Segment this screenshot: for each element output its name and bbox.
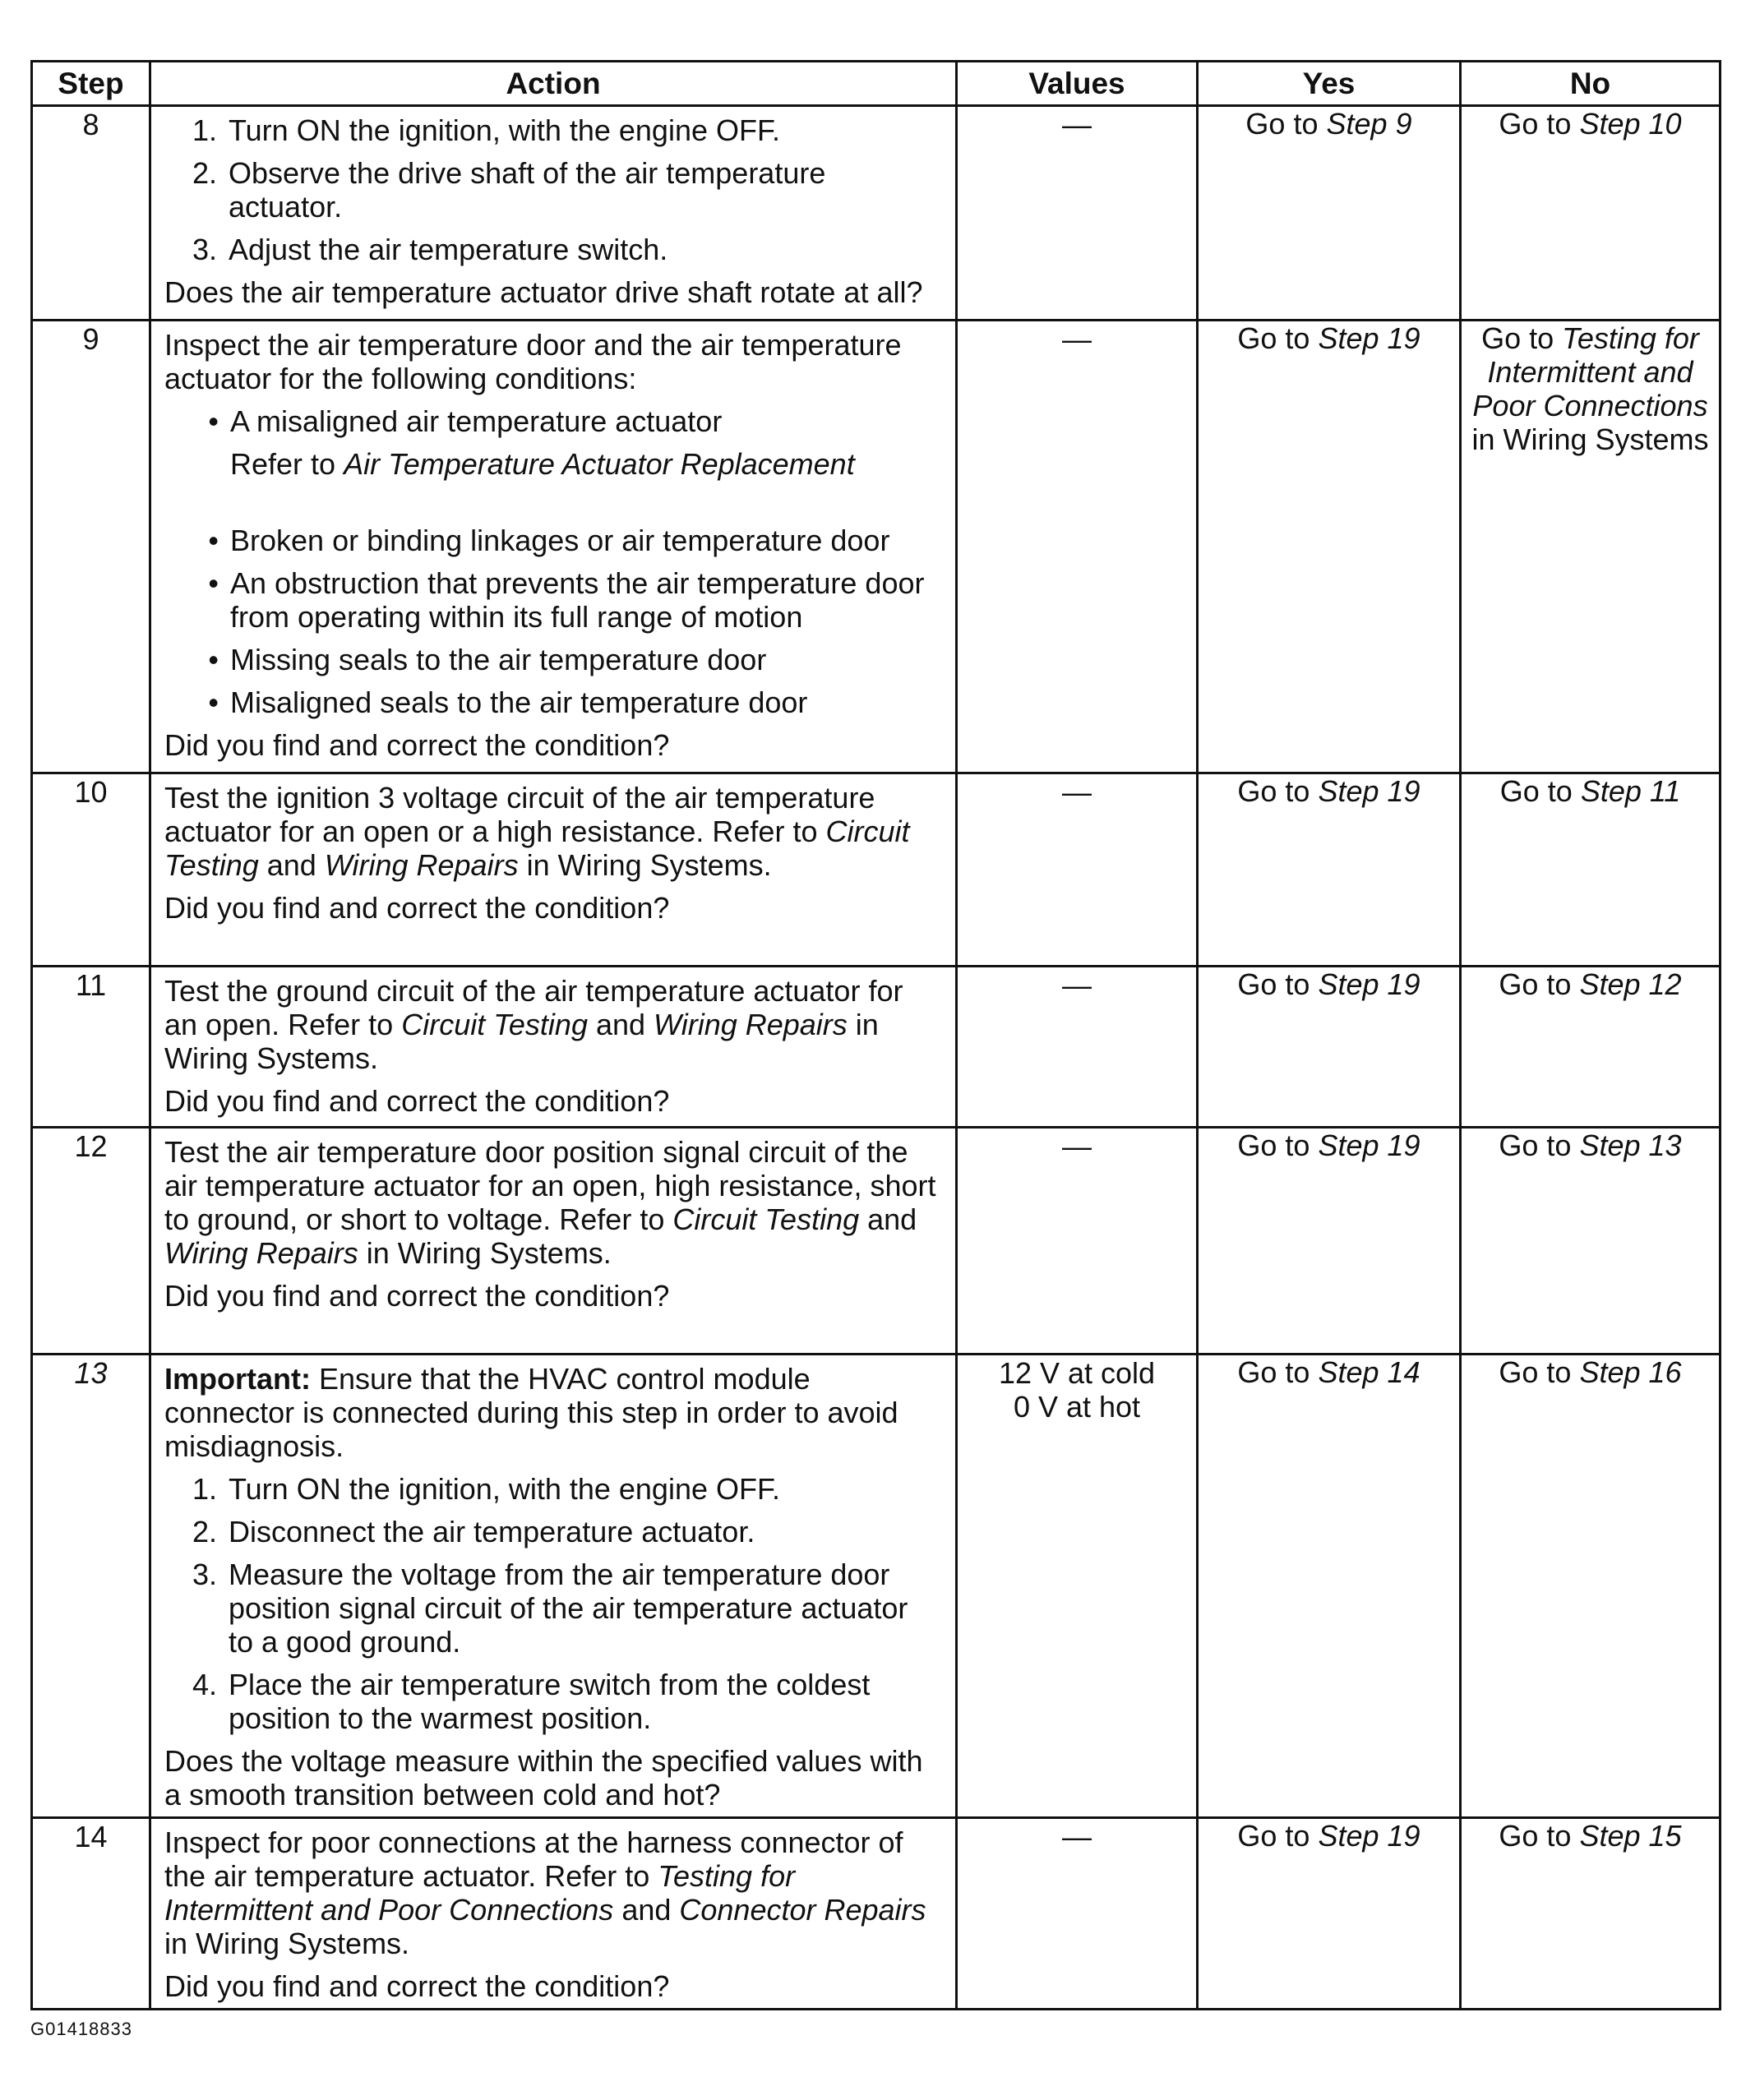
action-paragraph — [164, 974, 939, 1075]
reference-text: Step 12 — [1579, 967, 1682, 1001]
text-run: Inspect for poor connections at the harness connector of the air temperature actuator. Refer to — [164, 1825, 903, 1893]
item-text — [229, 1515, 755, 1548]
text-run: Broken or binding linkages or air temperature door — [230, 524, 890, 557]
text-run: Inspect the air temperature door and the air temperature actuator for the following conditions: — [164, 328, 902, 395]
values-cell — [957, 321, 1198, 773]
action-cell — [150, 1355, 957, 1818]
yes-cell — [1198, 321, 1461, 773]
action-paragraph — [164, 1135, 939, 1270]
value-line: — — [1062, 322, 1092, 356]
item-text — [229, 233, 667, 266]
bullet-dot: • — [208, 566, 219, 600]
text-run: in Wiring Systems. — [164, 1927, 410, 1960]
text-run: An obstruction that prevents the air temperature door from operating within its full range of motion — [230, 566, 925, 634]
numbered-item — [164, 1515, 939, 1548]
item-text — [229, 1472, 780, 1506]
table-header-row — [32, 62, 1721, 106]
text-run: Go to — [1237, 1128, 1319, 1162]
value-line: — — [1062, 775, 1092, 809]
text-run: and — [587, 1008, 654, 1041]
step-number: 11 — [32, 967, 150, 1128]
no-cell — [1461, 321, 1721, 773]
bullet-dot: • — [208, 685, 219, 719]
diagnostic-table — [30, 60, 1721, 2010]
value-line: — — [1062, 1820, 1092, 1853]
reference-text: Wiring Repairs — [324, 848, 519, 882]
text-run: Test the air temperature door position signal circuit of the air temperature actuator for an open, high resistance, short to ground, or short to voltage. Refer to — [164, 1135, 936, 1236]
text-run: Place the air temperature switch from the coldest position to the warmest position. — [229, 1668, 871, 1735]
value-line: — — [1062, 968, 1092, 1002]
bullet-item — [164, 643, 939, 676]
no-cell — [1461, 967, 1721, 1128]
values-cell — [957, 773, 1198, 967]
yes-cell — [1198, 773, 1461, 967]
item-number: 4. — [192, 1668, 217, 1701]
yes-cell — [1198, 1128, 1461, 1355]
values-cell — [957, 967, 1198, 1128]
bullet-dot: • — [208, 643, 219, 676]
item-number: 1. — [192, 1472, 217, 1506]
text-run: Does the air temperature actuator drive shaft rotate at all? — [164, 275, 923, 309]
values-cell — [957, 1818, 1198, 2010]
table-body — [32, 106, 1721, 2010]
yes-cell — [1198, 1355, 1461, 1818]
reference-text: Wiring Repairs — [164, 1236, 358, 1270]
step-number: 8 — [32, 106, 150, 321]
value-line: — — [1062, 1129, 1092, 1163]
text-run: Measure the voltage from the air temperature door position signal circuit of the air temperature actuator to a good ground. — [229, 1558, 908, 1659]
text-run: Go to — [1499, 1128, 1580, 1162]
header-yes: Yes — [1198, 62, 1461, 106]
action-cell — [150, 321, 957, 773]
text-run: Misaligned seals to the air temperature door — [230, 685, 808, 719]
numbered-list — [164, 113, 939, 266]
text-run: Did you find and correct the condition? — [164, 1279, 670, 1313]
no-cell — [1461, 1128, 1721, 1355]
numbered-item — [164, 1558, 939, 1659]
bullet-dot: • — [208, 404, 219, 438]
bullet-item — [164, 524, 939, 557]
no-cell — [1461, 1355, 1721, 1818]
action-paragraph — [164, 781, 939, 882]
bullet-text — [230, 524, 889, 557]
text-run: Go to — [1481, 321, 1563, 355]
yes-cell — [1198, 1818, 1461, 2010]
table-row — [32, 773, 1721, 967]
step-number: 13 — [32, 1355, 150, 1818]
reference-text: Testing for Intermittent and Poor Connections — [164, 1859, 796, 1927]
text-run: Go to — [1499, 967, 1580, 1001]
action-paragraph — [164, 728, 939, 762]
table-row — [32, 1355, 1721, 1818]
text-run: Turn ON the ignition, with the engine OFF. — [229, 1472, 780, 1506]
table-row — [32, 321, 1721, 773]
numbered-item — [164, 113, 939, 147]
reference-text: Connector Repairs — [679, 1893, 926, 1927]
bullet-text — [230, 643, 766, 676]
text-run: Go to — [1237, 321, 1319, 355]
reference-text: Circuit Testing — [164, 815, 910, 882]
action-paragraph — [164, 275, 939, 309]
text-run: in Wiring Systems — [1471, 422, 1709, 456]
yes-cell — [1198, 106, 1461, 321]
value-line: 0 V at hot — [1013, 1390, 1141, 1424]
action-paragraph — [164, 328, 939, 395]
values-cell — [957, 1128, 1198, 1355]
text-run: Go to — [1245, 107, 1327, 141]
text-run: Disconnect the air temperature actuator. — [229, 1515, 755, 1548]
numbered-item — [164, 156, 939, 224]
no-cell — [1461, 773, 1721, 967]
reference-text: Step 11 — [1580, 774, 1681, 808]
value-line: — — [1062, 108, 1092, 141]
yes-cell — [1198, 967, 1461, 1128]
action-cell — [150, 773, 957, 967]
text-run: Go to — [1499, 1355, 1580, 1389]
step-number: 9 — [32, 321, 150, 773]
reference-text: Step 15 — [1579, 1819, 1682, 1853]
bullet-dot: • — [208, 524, 219, 557]
step-number: 14 — [32, 1818, 150, 2010]
text-run: in Wiring Systems. — [164, 1008, 879, 1075]
bullet-list — [164, 404, 939, 719]
text-run: Go to — [1499, 107, 1580, 141]
text-run: Adjust the air temperature switch. — [229, 233, 668, 266]
bullet-item — [164, 685, 939, 719]
text-run: Missing seals to the air temperature door — [230, 643, 767, 676]
action-paragraph — [164, 891, 939, 925]
text-run: Did you find and correct the condition? — [164, 1969, 670, 2003]
action-cell — [150, 1818, 957, 2010]
reference-text: Testing for Intermittent and Poor Connections — [1472, 321, 1708, 422]
item-number: 2. — [192, 156, 217, 190]
text-run: Go to — [1237, 967, 1319, 1001]
item-number: 3. — [192, 233, 217, 266]
reference-text: Step 19 — [1318, 967, 1420, 1001]
no-cell — [1461, 106, 1721, 321]
action-paragraph — [164, 1279, 939, 1313]
text-run: in Wiring Systems. — [518, 848, 772, 882]
item-text — [229, 113, 780, 147]
text-run: A misaligned air temperature actuator — [230, 404, 723, 438]
reference-text: Step 14 — [1318, 1355, 1420, 1389]
text-run: Go to — [1237, 774, 1319, 808]
item-text — [229, 1558, 939, 1659]
header-values: Values — [957, 62, 1198, 106]
bullet-item — [164, 404, 939, 438]
bullet-text — [230, 404, 722, 438]
text-run: Test the ground circuit of the air temperature actuator for an open. Refer to — [164, 974, 903, 1041]
text-run: Go to — [1237, 1355, 1319, 1389]
item-number: 1. — [192, 113, 217, 147]
item-text — [229, 1668, 939, 1735]
action-cell — [150, 106, 957, 321]
text-run: Did you find and correct the condition? — [164, 891, 670, 925]
action-paragraph — [164, 1744, 939, 1812]
text-run: Go to — [1237, 1819, 1319, 1853]
text-run: Did you find and correct the condition? — [164, 1084, 670, 1118]
text-run: in Wiring Systems. — [358, 1236, 612, 1270]
reference-text: Step 10 — [1579, 107, 1682, 141]
text-run: and — [859, 1202, 917, 1236]
table-row — [32, 1128, 1721, 1355]
reference-text: Step 9 — [1326, 107, 1412, 141]
reference-text: Step 19 — [1318, 321, 1420, 355]
bullet-text — [230, 566, 939, 634]
text-run: Go to — [1499, 1819, 1580, 1853]
text-run: and — [613, 1893, 680, 1927]
item-text — [229, 156, 939, 224]
text-run: and — [258, 848, 325, 882]
reference-text: Step 19 — [1318, 1128, 1420, 1162]
bullet-subtext — [164, 447, 939, 481]
text-run: Refer to — [230, 447, 344, 481]
action-paragraph — [164, 1825, 939, 1960]
text-run: Ensure that the HVAC control module connector is connected during this step in order to avoid misdiagnosis. — [164, 1362, 898, 1463]
important-label: Important: — [164, 1362, 311, 1396]
action-cell — [150, 1128, 957, 1355]
item-number: 2. — [192, 1515, 217, 1548]
text-run: Did you find and correct the condition? — [164, 728, 670, 762]
action-cell — [150, 967, 957, 1128]
text-run: Turn ON the ignition, with the engine OFF. — [229, 113, 780, 147]
text-run: Go to — [1499, 774, 1581, 808]
step-number: 12 — [32, 1128, 150, 1355]
reference-text: Circuit Testing — [401, 1008, 588, 1041]
no-cell — [1461, 1818, 1721, 2010]
values-cell — [957, 1355, 1198, 1818]
values-cell — [957, 106, 1198, 321]
numbered-list — [164, 1472, 939, 1735]
numbered-item — [164, 1472, 939, 1506]
step-number: 10 — [32, 773, 150, 967]
reference-text: Step 16 — [1579, 1355, 1682, 1389]
reference-text: Step 19 — [1318, 774, 1420, 808]
action-paragraph — [164, 1084, 939, 1118]
item-number: 3. — [192, 1558, 217, 1591]
value-line: 12 V at cold — [998, 1356, 1156, 1390]
numbered-item — [164, 1668, 939, 1735]
reference-text: Air Temperature Actuator Replacement — [344, 447, 855, 481]
reference-text: Circuit Testing — [672, 1202, 860, 1236]
text-run: Does the voltage measure within the specified values with a smooth transition between cold and hot? — [164, 1744, 923, 1812]
header-action: Action — [150, 62, 957, 106]
figure-id: G01418833 — [30, 2019, 132, 2039]
action-paragraph — [164, 1969, 939, 2003]
table-row — [32, 106, 1721, 321]
action-paragraph — [164, 1362, 939, 1463]
text-run: Observe the drive shaft of the air temperature actuator. — [229, 156, 826, 224]
numbered-item — [164, 233, 939, 266]
bullet-item — [164, 566, 939, 634]
bullet-text — [230, 685, 807, 719]
text-run: Test the ignition 3 voltage circuit of the air temperature actuator for an open or a high resistance. Refer to — [164, 781, 875, 848]
reference-text: Wiring Repairs — [654, 1008, 848, 1041]
header-step: Step — [32, 62, 150, 106]
reference-text: Step 19 — [1318, 1819, 1420, 1853]
reference-text: Step 13 — [1579, 1128, 1682, 1162]
table-row — [32, 1818, 1721, 2010]
table-row — [32, 967, 1721, 1128]
header-no: No — [1461, 62, 1721, 106]
